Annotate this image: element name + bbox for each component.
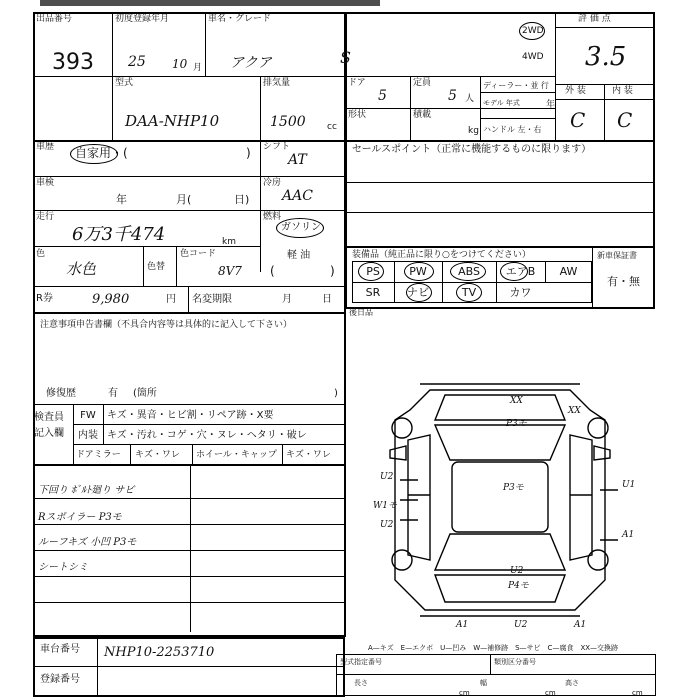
- reg-number-label: 登録番号: [40, 674, 80, 685]
- int-label: 内 装: [612, 86, 633, 96]
- model-name: アクア: [230, 55, 272, 71]
- warranty: 有・無: [607, 275, 640, 288]
- fuel-value: ガソリン: [281, 222, 321, 233]
- km-unit: km: [222, 237, 236, 247]
- mark-rear-p4: P4モ: [508, 581, 529, 591]
- usage-value: 自家用・(: [75, 146, 128, 160]
- repair-place: (箇所: [133, 388, 157, 399]
- cap-value: 5: [448, 88, 457, 104]
- lot-number: 393: [52, 50, 94, 75]
- score: 3.5: [585, 42, 627, 72]
- hand-note-3: ルーフキズ 小凹 P3モ: [38, 537, 137, 548]
- inspect-month: 月(: [176, 193, 192, 206]
- door-label: ドア: [348, 78, 366, 88]
- damage-legend: A—キズ E—エクボ U—凹み W—補修跡 S—サビ C—腐食 XX—交換跡: [368, 644, 619, 652]
- equip-leather: カワ: [509, 286, 532, 299]
- width-unit: cm: [545, 689, 556, 697]
- int-value: C: [617, 108, 633, 132]
- mark-bottom-u2: U2: [514, 620, 528, 630]
- lot-label: 出品番号: [36, 14, 73, 24]
- inspect-label: 車検: [36, 178, 55, 188]
- interior-text: キズ・汚れ・コゲ・穴・ヌレ・ヘタリ・破レ: [107, 430, 307, 441]
- mark-bottom-a1b: A1: [574, 620, 587, 630]
- equip-navi: ナビ: [407, 286, 429, 299]
- inspector-title2: 記入欄: [34, 428, 64, 439]
- mark-roof-p3: P3モ: [503, 483, 524, 493]
- length-label: 長さ: [354, 679, 368, 687]
- notes-title: 注意事項申告書欄（不具合内容等は具体的に記入して下さい）: [40, 320, 293, 330]
- hand-note-2: Rスポイラー P3モ: [38, 512, 122, 523]
- color-value: 水色: [66, 260, 97, 278]
- dealer-label: ディーラー・並 行: [483, 81, 549, 90]
- mark-rear-u2: U2: [510, 566, 524, 576]
- drive-circle: [519, 22, 545, 40]
- fw-label: FW: [80, 410, 96, 421]
- height-label: 高さ: [565, 679, 579, 687]
- mark-left-w1: W1モ: [373, 501, 397, 511]
- spec-label-2: 類別区分番号: [494, 658, 536, 666]
- recycle-value: 9,980: [92, 292, 130, 307]
- model-year-label: モデル 年式: [483, 99, 520, 107]
- shape-label: 形状: [348, 110, 367, 120]
- repaint-label: 色替: [147, 262, 166, 272]
- grade-label: 評 価 点: [578, 14, 611, 24]
- disp-label: 排気量: [263, 78, 291, 88]
- drive-4wd: 4WD: [522, 52, 544, 62]
- meigi-day: 日: [322, 294, 332, 305]
- meigi-label: 名変期限: [192, 294, 232, 305]
- repair-label: 修復歴: [46, 388, 76, 399]
- equip-label: 装備品（純正品に限り○をつけてください）: [352, 250, 531, 260]
- load-label: 積載: [413, 110, 432, 120]
- oil-close: ): [330, 264, 335, 278]
- equip-aw: AW: [559, 265, 578, 278]
- reg-month: 10: [172, 57, 188, 71]
- reg-label: 初度登録年月: [115, 14, 170, 24]
- month-unit: 月: [193, 63, 203, 73]
- door-mirror-label: ドアミラー: [76, 450, 121, 460]
- color-code: 8V7: [218, 264, 242, 278]
- mileage-label: 走行: [36, 212, 55, 222]
- mileage-value: 6万3千474: [72, 224, 166, 245]
- person-unit: 人: [465, 94, 475, 104]
- cc-unit: cc: [327, 122, 337, 132]
- inspect-year: 年: [116, 193, 127, 206]
- yen-unit: 円: [166, 294, 176, 305]
- mark-right-xx: XX: [568, 406, 581, 416]
- light-oil: 軽 油: [287, 250, 311, 261]
- equip-airbag: エアB: [505, 265, 536, 278]
- interior-label: 内装: [78, 430, 98, 441]
- ac-value: AAC: [282, 188, 313, 204]
- width-label: 幅: [480, 679, 487, 687]
- ac-label: 冷房: [263, 178, 282, 188]
- equip-abs: ABS: [458, 265, 480, 278]
- mark-left-u2b: U2: [380, 520, 394, 530]
- usage-close: ): [246, 146, 251, 160]
- hand-note-1: 下回り ﾎﾞﾙﾄ廻り サビ: [38, 485, 135, 496]
- type-value: DAA-NHP10: [125, 112, 220, 130]
- mark-bottom-a1: A1: [456, 620, 469, 630]
- usage-label: 車歴: [36, 142, 55, 152]
- after-label: 後日品: [349, 308, 373, 317]
- oil-open: (: [270, 264, 275, 278]
- wheel-text: キズ・ワレ: [286, 450, 331, 460]
- top-cutoff: [40, 0, 380, 6]
- mark-left-u2: U2: [380, 472, 394, 482]
- ext-value: C: [570, 108, 586, 132]
- fuel-label: 燃料: [263, 212, 282, 222]
- repair-close: ): [334, 388, 338, 399]
- length-unit: cm: [459, 689, 470, 697]
- mark-right-u1: U1: [622, 480, 636, 490]
- handle-label: ハンドル 左・右: [483, 125, 542, 134]
- equip-ps: PS: [366, 265, 380, 278]
- fw-text: キズ・異音・ヒビ割・リペア跡・X要: [107, 410, 274, 421]
- reg-year: 25: [128, 54, 146, 70]
- inspector-title1: 検査員: [34, 412, 64, 423]
- wheel-label: ホイール・キャップ: [196, 450, 277, 460]
- type-label: 型式: [115, 78, 134, 88]
- ext-label: 外 装: [565, 86, 586, 96]
- chassis-label: 車台番号: [40, 644, 80, 655]
- grade: S: [340, 48, 351, 67]
- inspect-day: 日): [234, 193, 250, 206]
- recycle-label: R券: [36, 293, 53, 304]
- door-value: 5: [378, 88, 387, 104]
- mark-front-p3: P3モ: [506, 419, 527, 429]
- equip-tv: TV: [461, 286, 477, 299]
- drive-2wd: 2WD: [522, 26, 544, 36]
- height-unit: cm: [632, 689, 643, 697]
- shift-value: AT: [288, 152, 307, 168]
- equip-sr: SR: [365, 286, 381, 299]
- hand-note-4: シートシミ: [38, 562, 88, 573]
- sales-label: セールスポイント（正常に機能するものに限ります）: [352, 144, 592, 155]
- door-mirror-text: キズ・ワレ: [135, 450, 180, 460]
- shift-label: シフト: [263, 142, 291, 152]
- year-unit: 年: [546, 100, 556, 110]
- kg-unit: kg: [468, 126, 479, 136]
- mark-right-a1: A1: [622, 530, 635, 540]
- chassis-value: NHP10-2253710: [104, 645, 215, 660]
- model-label: 車名・グレード: [208, 14, 272, 24]
- color-label: 色: [36, 249, 46, 259]
- color-code-label: 色コード: [180, 249, 217, 259]
- repair-value: 有: [108, 388, 118, 399]
- cap-label: 定員: [413, 78, 432, 88]
- meigi-month: 月: [282, 294, 292, 305]
- mark-front-xx: XX: [510, 396, 523, 406]
- disp-value: 1500: [270, 114, 306, 130]
- navi-label: 新車保証書: [597, 251, 637, 260]
- equip-pw: PW: [409, 265, 427, 278]
- spec-label-1: 型式指定番号: [340, 658, 382, 666]
